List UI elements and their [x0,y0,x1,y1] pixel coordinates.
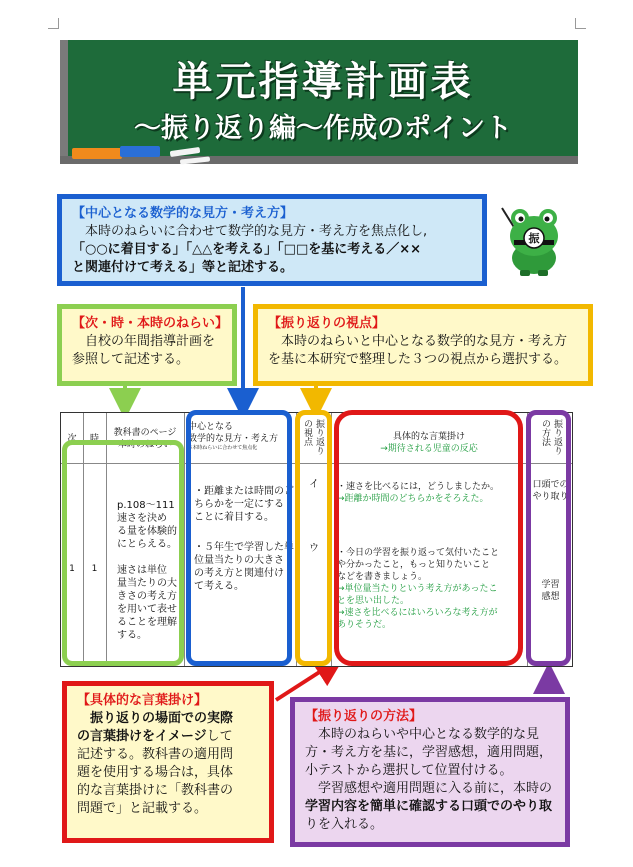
callout-text: 自校の年間指導計画を [85,334,216,349]
header-words: 具体的な言葉掛け →期待される児童の反応 [380,432,478,454]
frame-method [526,410,571,666]
callout-concrete-words [62,681,274,843]
cell-reflection-viewpoint-1: イ [309,479,319,490]
cell-method-2: 学習 感想 [541,580,560,602]
chalk-orange [72,148,122,159]
callout-heading: 【振り返りの視点】 [268,316,386,331]
callout-reflection-method [290,697,570,847]
chalkboard-header [60,40,578,156]
callout-aim [57,304,237,386]
callout-text: りを入れる。 [305,817,384,832]
callout-text: 学習内容を簡単に確認する口頭でのやり取 [305,799,553,814]
callout-text: 参照して記述する。 [72,352,190,367]
callout-text: 本時のねらいや中心となる数学的な見 [318,727,540,742]
callout-text: 記述する。教科書の適用問 [77,747,234,762]
callout-text: を基に本研究で整理した３つの視点から選択する。 [268,352,568,367]
cell-view-1: ・距離または時間のど ちらかを一定にする ことに着目する。 [194,486,294,523]
frog-mascot-icon [500,200,568,278]
callout-text: 振り返りの場面での実際 [90,711,234,726]
callout-text: 本時のねらいに合わせて数学的な見方・考え方を焦点化し, [85,224,428,239]
callout-text: と関連付けて考える」等と記述する。 [72,260,294,275]
frame-reflection-viewpoint [295,410,332,666]
header-aim: 教科書のページ 本時のねらい [113,428,177,450]
corner-mark [48,18,59,29]
chalk-blue [120,146,160,157]
page-subtitle: ～振り返り編～作成のポイント [134,113,512,144]
header-view: 中心となる 数学的な見方・考え方 ※本時ねらいに合わせて焦点化 [188,422,279,451]
cell-toki: 1 [91,564,98,574]
callout-text: 本時のねらいと中心となる数学的な見方・考え方 [281,334,568,349]
callout-reflection-viewpoint [253,304,593,386]
cell-reflection-viewpoint-2: ウ [309,543,319,554]
cell-aim: p.108～111 速さを決め る量を体験的 にとらえる。 速さは単位 量当たりの大 きさの考え方 を用いて表せ ることを理解 する。 [117,500,177,641]
callout-text: 小テストから選択して位置付ける。 [305,763,513,778]
callout-heading: 【具体的な言葉掛け】 [77,693,208,708]
callout-heading: 【振り返りの方法】 [305,709,423,724]
callout-text: の言葉掛けをイメージして [77,729,233,744]
callout-text: 題を使用する場合は，具体 [77,765,234,780]
callout-heading: 【次・時・本時のねらい】 [72,316,229,331]
cell-ji: 1 [69,564,75,574]
callout-text: 学習感想や適用問題に入る前に，本時の [318,781,553,796]
cell-words-2: ・今日の学習を振り返って気付いたこと や分かったこと，もっと知りたいこと などを書きましょう。 →単位量当たりという考え方があったこ とを思い出した。 →速さを比べるにはいろいろな考え方が ありそうだ。 [337,548,500,630]
frame-view [186,410,292,666]
callout-text: 「○○に着目する」「△△を考える」「□□を基に考える／×× [72,242,422,257]
cell-view-2: ・５年生で学習した単 位量当たりの大きさ の考え方と関連付け て考える。 [194,542,294,592]
callout-text: 方・考え方を基に，学習感想，適用問題， [305,745,553,760]
corner-mark [575,18,586,29]
chalk-tray [60,156,578,164]
header-reflection-viewpoint: 振り返りの視点 [302,419,324,455]
callout-text: 問題で」と記載する。 [77,801,208,816]
frame-words [334,410,523,666]
callout-text: 的な言葉掛けに「教科書の [77,783,234,798]
cell-words-1: ・速さを比べるには，どうしましたか。 →距離か時間のどちらかをそろえた。 [337,482,500,504]
cell-method-1: 口頭での やり取り [532,480,569,502]
callout-heading: 【中心となる数学的な見方・考え方】 [72,206,294,221]
page-title: 単元指導計画表 [172,59,474,105]
mascot-badge: 振 [528,232,540,245]
header-method: 振り返りの方法 [540,419,562,455]
frame-aim [62,440,184,666]
header-toki: 時 [89,434,99,444]
callout-viewpoint [57,194,487,286]
header-ji: 次 [67,434,77,444]
